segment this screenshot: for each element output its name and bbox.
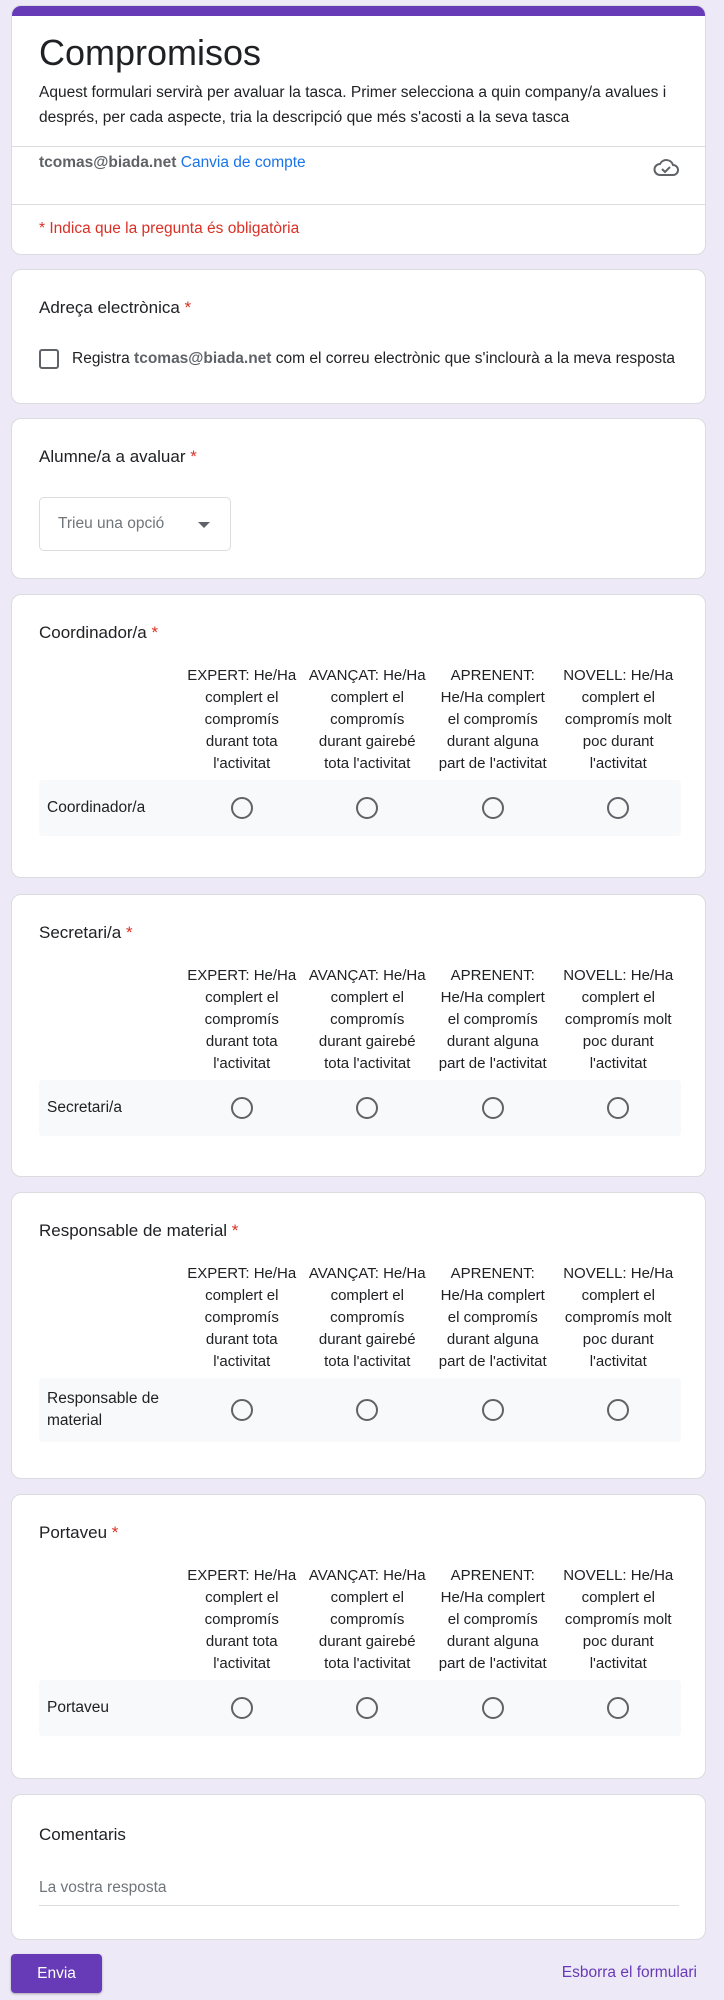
- question-title: [39, 298, 191, 318]
- grid-radio-button[interactable]: [607, 1697, 629, 1719]
- grid-radio-button[interactable]: [231, 1697, 253, 1719]
- grid-radio-button[interactable]: [482, 1697, 504, 1719]
- grid-row-label: Responsable de material: [47, 1390, 160, 1429]
- grid-column-header: NOVELL: He/Ha complert el compromís molt poc durant l'activitat: [563, 1567, 674, 1672]
- grid-column-header: APRENENT: He/Ha complert el compromís durant alguna part de l'activitat: [438, 667, 547, 772]
- required-star: *: [125, 923, 133, 942]
- grid-radio-button[interactable]: [356, 1399, 378, 1421]
- grid-column-headers: [179, 965, 681, 1075]
- grid-column-header: EXPERT: He/Ha complert el compromís durant tota l'activitat: [187, 1265, 297, 1370]
- grid-column-header: AVANÇAT: He/Ha complert el compromís durant gairebé tota l'activitat: [308, 967, 426, 1072]
- student-dropdown[interactable]: [39, 497, 231, 551]
- label-text: Registra: [72, 350, 135, 367]
- grid-column-headers: [179, 665, 681, 775]
- dropdown-caret-icon: [198, 522, 210, 528]
- question-title: Comentaris: [39, 1825, 126, 1844]
- grid-column-headers: [179, 1565, 681, 1675]
- grid-question-card: [11, 894, 706, 1177]
- question-title-text: Coordinador/a: [39, 623, 147, 642]
- grid-column-header: EXPERT: He/Ha complert el compromís durant tota l'activitat: [187, 667, 297, 772]
- grid-row: [39, 1080, 681, 1136]
- grid-row-label: Coordinador/a: [47, 799, 146, 816]
- grid-row: [39, 1378, 681, 1442]
- grid-column-header: EXPERT: He/Ha complert el compromís durant tota l'activitat: [187, 1567, 297, 1672]
- required-note: * Indica que la pregunta és obligatòria: [39, 220, 300, 237]
- grid-column-headers: [179, 1263, 681, 1373]
- grid-question-card: [11, 1192, 706, 1479]
- question-title-text: Alumne/a a avaluar: [39, 447, 186, 466]
- required-star: *: [190, 447, 197, 466]
- grid-row-label: Portaveu: [47, 1699, 110, 1716]
- grid-radio-button[interactable]: [231, 1097, 253, 1119]
- grid-radio-button[interactable]: [607, 1097, 629, 1119]
- grid-radio-button[interactable]: [607, 1399, 629, 1421]
- student-question-card: [11, 418, 706, 579]
- grid-column-header: NOVELL: He/Ha complert el compromís molt poc durant l'activitat: [563, 967, 674, 1072]
- required-star: *: [151, 623, 159, 642]
- divider: [12, 204, 705, 205]
- grid-radio-button[interactable]: [482, 797, 504, 819]
- account-line: [39, 154, 306, 172]
- form-title: Compromisos: [39, 32, 262, 73]
- grid-column-header: APRENENT: He/Ha complert el compromís durant alguna part de l'activitat: [438, 1567, 547, 1672]
- grid-radio-button[interactable]: [356, 1097, 378, 1119]
- switch-account-link[interactable]: Canvia de compte: [180, 154, 306, 171]
- record-email-label: [72, 350, 675, 368]
- grid-column-header: AVANÇAT: He/Ha complert el compromís durant gairebé tota l'activitat: [308, 1567, 426, 1672]
- label-text: com el correu electrònic que s'inclourà a la meva resposta: [271, 350, 676, 367]
- question-title: [39, 1221, 238, 1241]
- question-title-text: Secretari/a: [39, 923, 122, 942]
- divider: [12, 146, 705, 147]
- grid-row: [39, 780, 681, 836]
- submit-button[interactable]: Envia: [11, 1954, 102, 1993]
- question-title: [39, 447, 197, 467]
- question-title-text: Responsable de material: [39, 1221, 228, 1240]
- accent-strip: [12, 6, 705, 16]
- question-title-text: Portaveu: [39, 1523, 108, 1542]
- required-star: *: [231, 1221, 239, 1240]
- dropdown-placeholder: Trieu una opció: [58, 515, 165, 532]
- grid-radio-button[interactable]: [356, 797, 378, 819]
- record-email-checkbox[interactable]: [39, 349, 59, 369]
- grid-column-header: AVANÇAT: He/Ha complert el compromís durant gairebé tota l'activitat: [308, 1265, 426, 1370]
- grid-column-header: AVANÇAT: He/Ha complert el compromís durant gairebé tota l'activitat: [308, 667, 426, 772]
- comments-question-card: [11, 1794, 706, 1940]
- grid-radio-button[interactable]: [482, 1097, 504, 1119]
- input-underline: [39, 1905, 679, 1906]
- grid-column-header: NOVELL: He/Ha complert el compromís molt poc durant l'activitat: [563, 667, 674, 772]
- grid-row: [39, 1680, 681, 1736]
- required-star: *: [184, 298, 192, 317]
- grid-radio-button[interactable]: [231, 797, 253, 819]
- form-header-card: [11, 5, 706, 255]
- grid-radio-button[interactable]: [482, 1399, 504, 1421]
- label-email: tcomas@biada.net: [134, 350, 272, 367]
- clear-form-link[interactable]: Esborra el formulari: [561, 1964, 697, 1981]
- grid-column-header: APRENENT: He/Ha complert el compromís durant alguna part de l'activitat: [438, 1265, 547, 1370]
- comments-input[interactable]: La vostra resposta: [39, 1879, 167, 1896]
- cloud-saved-icon: [653, 156, 679, 178]
- account-email: tcomas@biada.net: [39, 154, 177, 171]
- grid-question-card: [11, 1494, 706, 1779]
- grid-row-label: Secretari/a: [47, 1099, 122, 1116]
- grid-question-card: [11, 594, 706, 878]
- grid-radio-button[interactable]: [356, 1697, 378, 1719]
- question-title: [39, 623, 158, 643]
- grid-column-header: EXPERT: He/Ha complert el compromís durant tota l'activitat: [187, 967, 297, 1072]
- grid-radio-button[interactable]: [607, 797, 629, 819]
- question-title: [39, 1523, 118, 1543]
- email-question-card: [11, 269, 706, 404]
- grid-column-header: APRENENT: He/Ha complert el compromís durant alguna part de l'activitat: [438, 967, 547, 1072]
- grid-column-header: NOVELL: He/Ha complert el compromís molt poc durant l'activitat: [563, 1265, 674, 1370]
- grid-radio-button[interactable]: [231, 1399, 253, 1421]
- form-description: Aquest formulari servirà per avaluar la tasca. Primer selecciona a quin company/a avalues i després, per cada aspecte, tria la descripció que més s'acosti a la seva tasca: [39, 84, 667, 126]
- question-title-text: Adreça electrònica: [39, 298, 180, 317]
- required-star: *: [111, 1523, 119, 1542]
- question-title: [39, 923, 133, 943]
